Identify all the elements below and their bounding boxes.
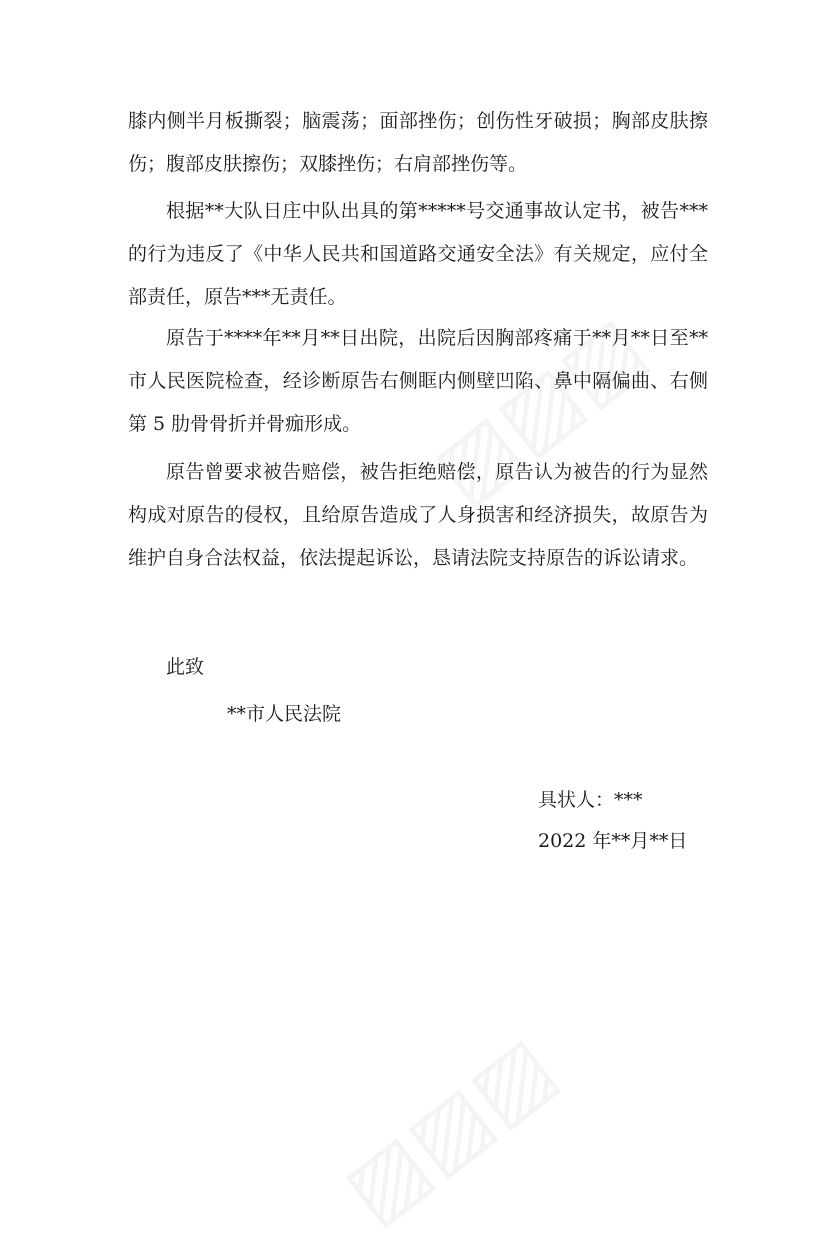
addressee: **市人民法院 [227, 703, 342, 725]
paragraph-claim: 原告曾要求被告赔偿，被告拒绝赔偿，原告认为被告的行为显然构成对原告的侵权，且给原告造成了人身损害和经济损失，故原告为维护自身合法权益，依法提起诉讼，恳请法院支持原告的诉讼请求。 [128, 461, 708, 569]
paragraph-hospital-exam: 原告于****年**月**日出院，出院后因胸部疼痛于**月**日至**市人民医院检查，经诊断原告右侧眶内侧壁凹陷、鼻中隔偏曲、右侧第 5 肋骨骨折并骨痂形成。 [128, 327, 708, 435]
paragraph-injuries: 膝内侧半月板撕裂；脑震荡；面部挫伤；创伤性牙破损；胸部皮肤擦伤；腹部皮肤擦伤；双膝挫伤；右肩部挫伤等。 [128, 110, 708, 175]
signer: 具状人：*** [538, 789, 643, 811]
salutation: 此致 [166, 656, 205, 678]
watermark [325, 1017, 573, 1241]
date: 2022 年**月**日 [538, 830, 688, 852]
paragraph-accident-finding: 根据**大队日庄中队出具的第*****号交通事故认定书，被告***的行为违反了《中华人民共和国道路交通安全法》有关规定，应付全部责任，原告***无责任。 [128, 200, 708, 308]
